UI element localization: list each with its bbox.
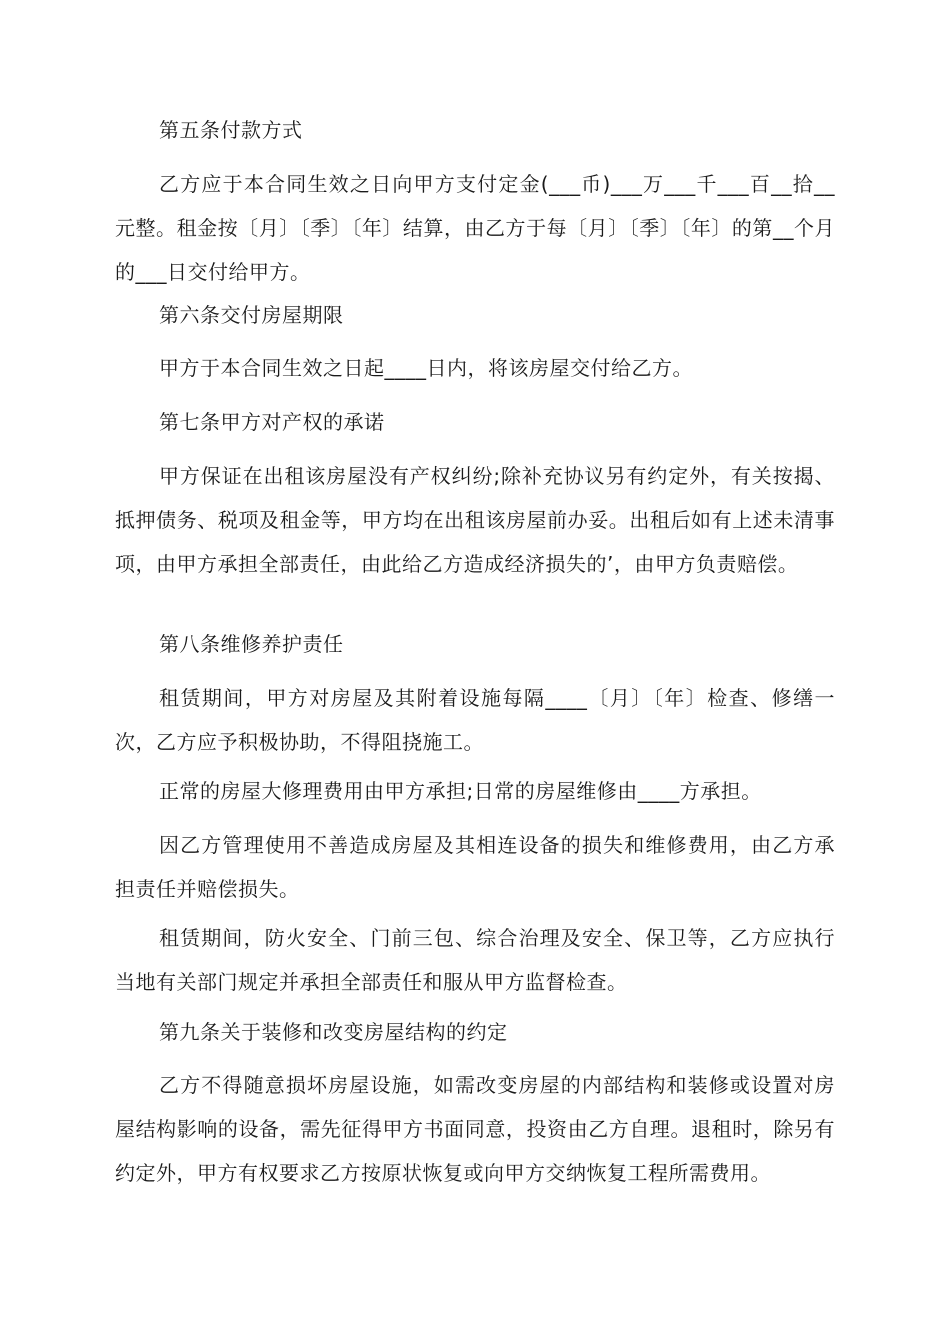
- article-5-heading: 第五条付款方式: [159, 118, 303, 142]
- article-8-body-3: 因乙方管理使用不善造成房屋及其相连设备的损失和维修费用，由乙方承担责任并赔偿损失。: [115, 833, 835, 901]
- article-5-body: 乙方应于本合同生效之日向甲方支付定金(___币)___万___千___百__拾__元整。租金按〔月〕〔季〕〔年〕结算，由乙方于每〔月〕〔季〕〔年〕的第__个月的___日交付给甲方。: [115, 172, 835, 284]
- article-8-heading: 第八条维修养护责任: [159, 632, 344, 656]
- article-8-body-4: 租赁期间，防火安全、门前三包、综合治理及安全、保卫等，乙方应执行当地有关部门规定并承担全部责任和服从甲方监督检查。: [115, 926, 835, 994]
- article-6-heading: 第六条交付房屋期限: [159, 303, 344, 327]
- article-8-body-2: 正常的房屋大修理费用由甲方承担;日常的房屋维修由____方承担。: [159, 779, 762, 803]
- article-8-body-1: 租赁期间，甲方对房屋及其附着设施每隔____〔月〕〔年〕检查、修缮一次，乙方应予积极协助，不得阻挠施工。: [115, 686, 835, 754]
- article-7-heading: 第七条甲方对产权的承诺: [159, 410, 385, 434]
- article-6-body: 甲方于本合同生效之日起____日内，将该房屋交付给乙方。: [159, 356, 693, 380]
- article-9-body: 乙方不得随意损坏房屋设施，如需改变房屋的内部结构和装修或设置对房屋结构影响的设备，需先征得甲方书面同意，投资由乙方自理。退租时，除另有约定外，甲方有权要求乙方按原状恢复或向甲方交纳恢复工程所需费用。: [115, 1073, 835, 1185]
- article-9-heading: 第九条关于装修和改变房屋结构的约定: [159, 1020, 508, 1044]
- article-7-body: 甲方保证在出租该房屋没有产权纠纷;除补充协议另有约定外，有关按揭、抵押债务、税项及租金等，甲方均在出租该房屋前办妥。出租后如有上述未清事项，由甲方承担全部责任，由此给乙方造成经济损失的’，由甲方负责赔偿。: [115, 464, 835, 576]
